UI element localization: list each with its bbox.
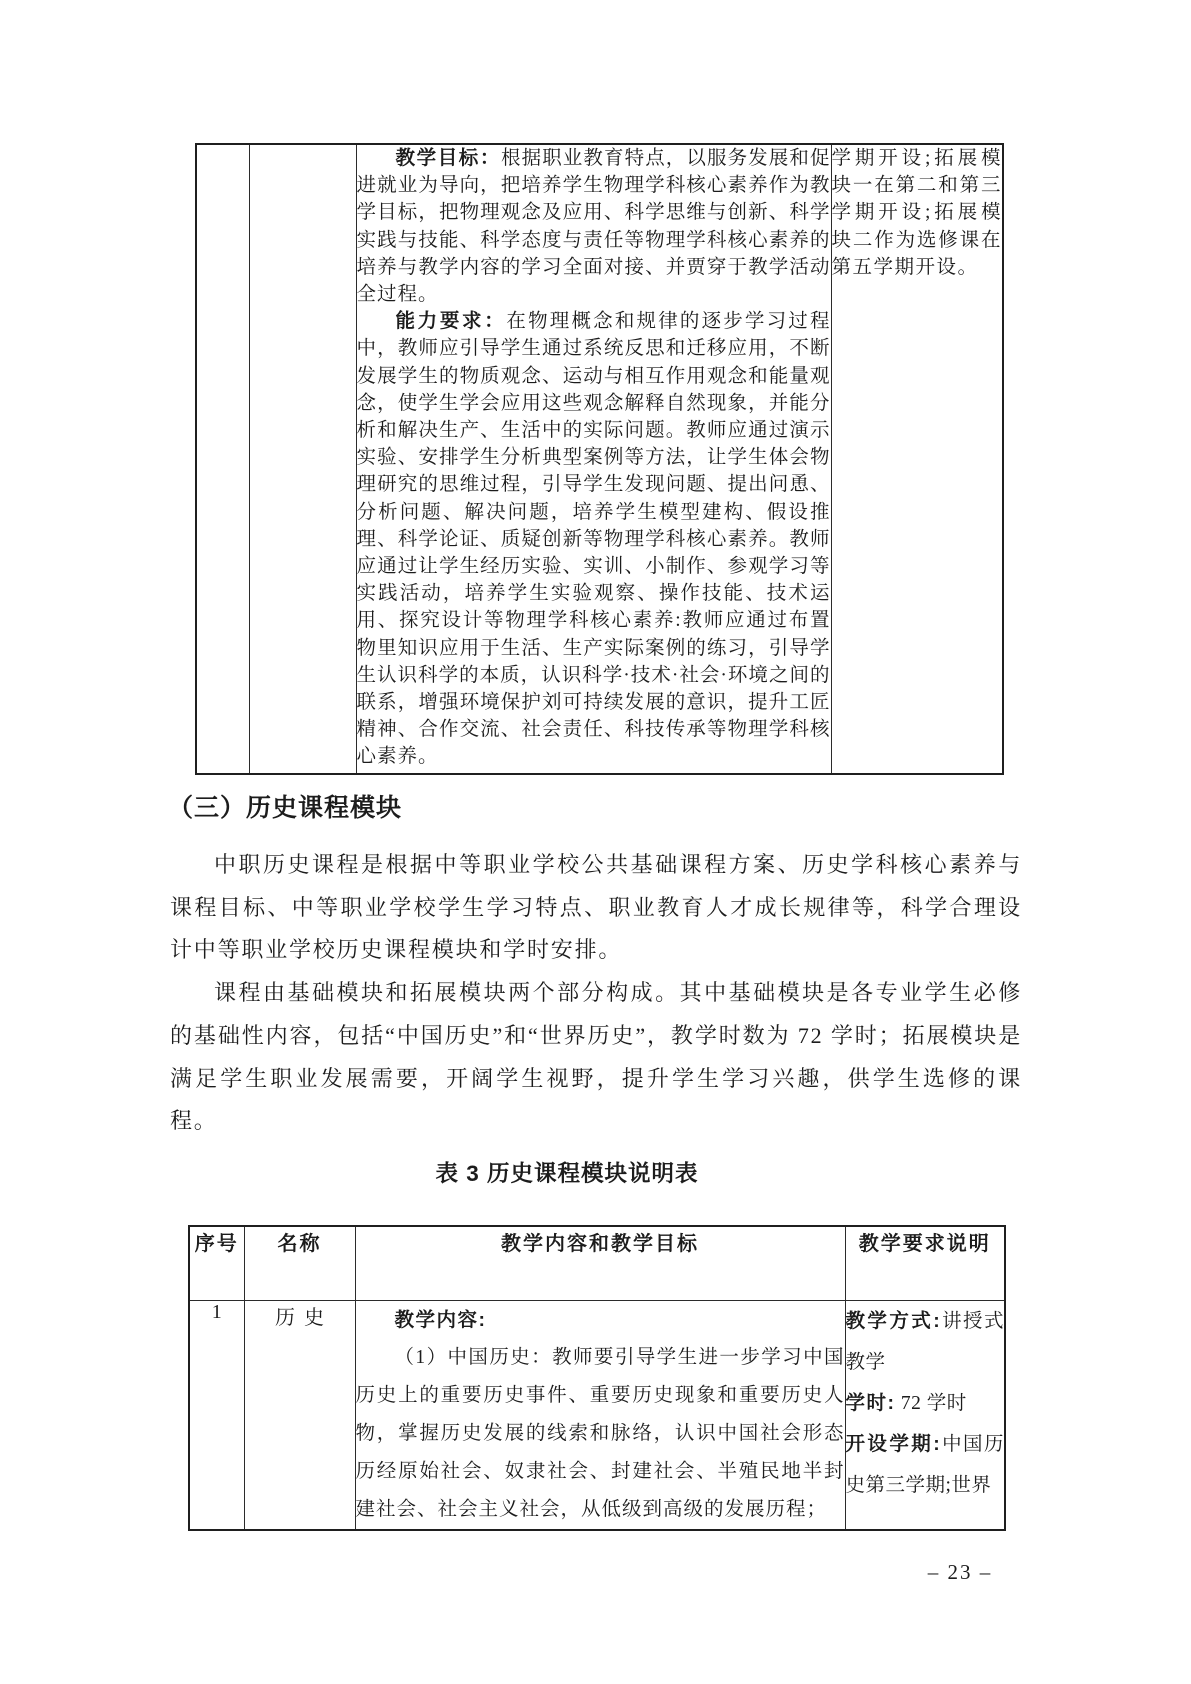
history-module-table	[188, 1225, 1006, 1531]
history-content-body: （1）中国历史：教师要引导学生进一步学习中国历史上的重要历史事件、重要历史现象和重要历史人物，掌握历史发展的线索和脉络，认识中国社会形态历经原始社会、奴隶社会、封建社会、半殖民地半封建社会、社会主义社会，从低级到高级的发展历程；	[355, 1347, 845, 1520]
header-row	[189, 1226, 1005, 1301]
history-table-title: 表 3 历史课程模块说明表	[435, 1161, 699, 1186]
header-content: 教学内容和教学目标	[355, 1226, 845, 1301]
teaching-objective-text: 根据职业教育特点，以服务发展和促进就业为导向，把培养学生物理学科核心素养作为教学目标，把物理观念及应用、科学思维与创新、科学实践与技能、科学态度与责任等物理学科核心素养的培养与教学内容的学习全面对接、并贾穿于教学活动全过程。	[356, 148, 831, 306]
physics-module-table-continuation	[195, 143, 1004, 775]
history-content-clip	[356, 1301, 845, 1529]
hours-label: 学时:	[845, 1392, 896, 1414]
history-requirement-clip	[846, 1301, 1005, 1529]
header-requirement: 教学要求说明	[845, 1226, 1005, 1301]
requirement-item-hours	[846, 1383, 1005, 1424]
body-paragraph-2: 课程由基础模块和拓展模块两个部分构成。其中基础模块是各专业学生必修的基础性内容，包括“中国历史”和“世界历史”，教学时数为 72 学时；拓展模块是满足学生职业发展需要，开阔学生视野，提升学生学习兴趣，供学生选修的课程。	[170, 980, 1022, 1134]
section-body	[170, 844, 1022, 1143]
header-seq: 序号	[189, 1226, 244, 1301]
requirement-item-semester	[846, 1424, 1005, 1506]
method-text: 讲授式教学	[845, 1311, 1004, 1373]
teaching-objective-label: 教学目标：	[395, 147, 501, 169]
header-name: 名称	[244, 1226, 355, 1301]
history-requirement-cell	[845, 1301, 1005, 1531]
section-heading: （三）历史课程模块	[168, 794, 403, 822]
method-label: 教学方式:	[845, 1310, 942, 1332]
semester-label: 开设学期:	[845, 1433, 942, 1455]
teaching-objective-paragraph	[357, 145, 831, 308]
body-paragraph-1: 中职历史课程是根据中等职业学校公共基础课程方案、历史学科核心素养与课程目标、中等职业学校学生学习特点、职业教育人才成长规律等，科学合理设计中等职业学校历史课程模块和学时安排。	[170, 852, 1022, 963]
page-number: – 23 –	[927, 1560, 993, 1584]
teaching-requirement-cell	[831, 144, 1003, 774]
row-name-cell: 历史	[244, 1301, 355, 1531]
name-cell-empty	[249, 144, 356, 774]
teaching-content-cell	[356, 144, 831, 774]
table-row	[189, 1301, 1005, 1531]
teaching-requirement-text: 学期开设;拓展模块一在第二和第三学期开设;拓展模块二作为选修课在第五学期开设。	[831, 148, 1002, 278]
requirement-item-method	[846, 1301, 1005, 1383]
history-content-cell	[355, 1301, 845, 1531]
ability-requirement-paragraph	[357, 308, 831, 770]
semester-text: 中国历史第三学期;世界	[845, 1434, 1004, 1496]
seq-cell-empty	[196, 144, 249, 774]
row-index-cell: 1	[189, 1301, 244, 1531]
hours-text: 72 学时	[895, 1393, 967, 1414]
ability-requirement-label: 能力要求：	[395, 310, 507, 333]
ability-requirement-text: 在物理概念和规律的逐步学习过程中，教师应引导学生通过系统反思和迁移应用，不断发展学生的物质观念、运动与相互作用观念和能量观念，使学生学会应用这些观念解释自然现象，并能分析和解决生产、生活中的实际问题。教师应通过演示实验、安排学生分析典型案例等方法，让学生体会物理研究的思维过程，引导学生发现问题、提出问恿、分析问题、解决问题，培养学生模型建构、假设推理、科学论证、质疑创新等物理学科核心素养。教师应通过让学生经历实验、实训、小制作、参观学习等实践活动，培养学生实验观察、操作技能、技术运用、探究设计等物理学科核心素养:教师应通过布置物里知识应用于生活、生产实际案例的练习，引导学生认识科学的本质，认识科学·技术·社会·环境之间的联系，增强环境保护刘可持续发展的意识，提升工匠精神、合作交流、社会责任、科技传承等物理学科核心素养。	[356, 311, 831, 768]
table-row	[196, 144, 1003, 774]
history-content-heading: 教学内容:	[394, 1309, 487, 1331]
